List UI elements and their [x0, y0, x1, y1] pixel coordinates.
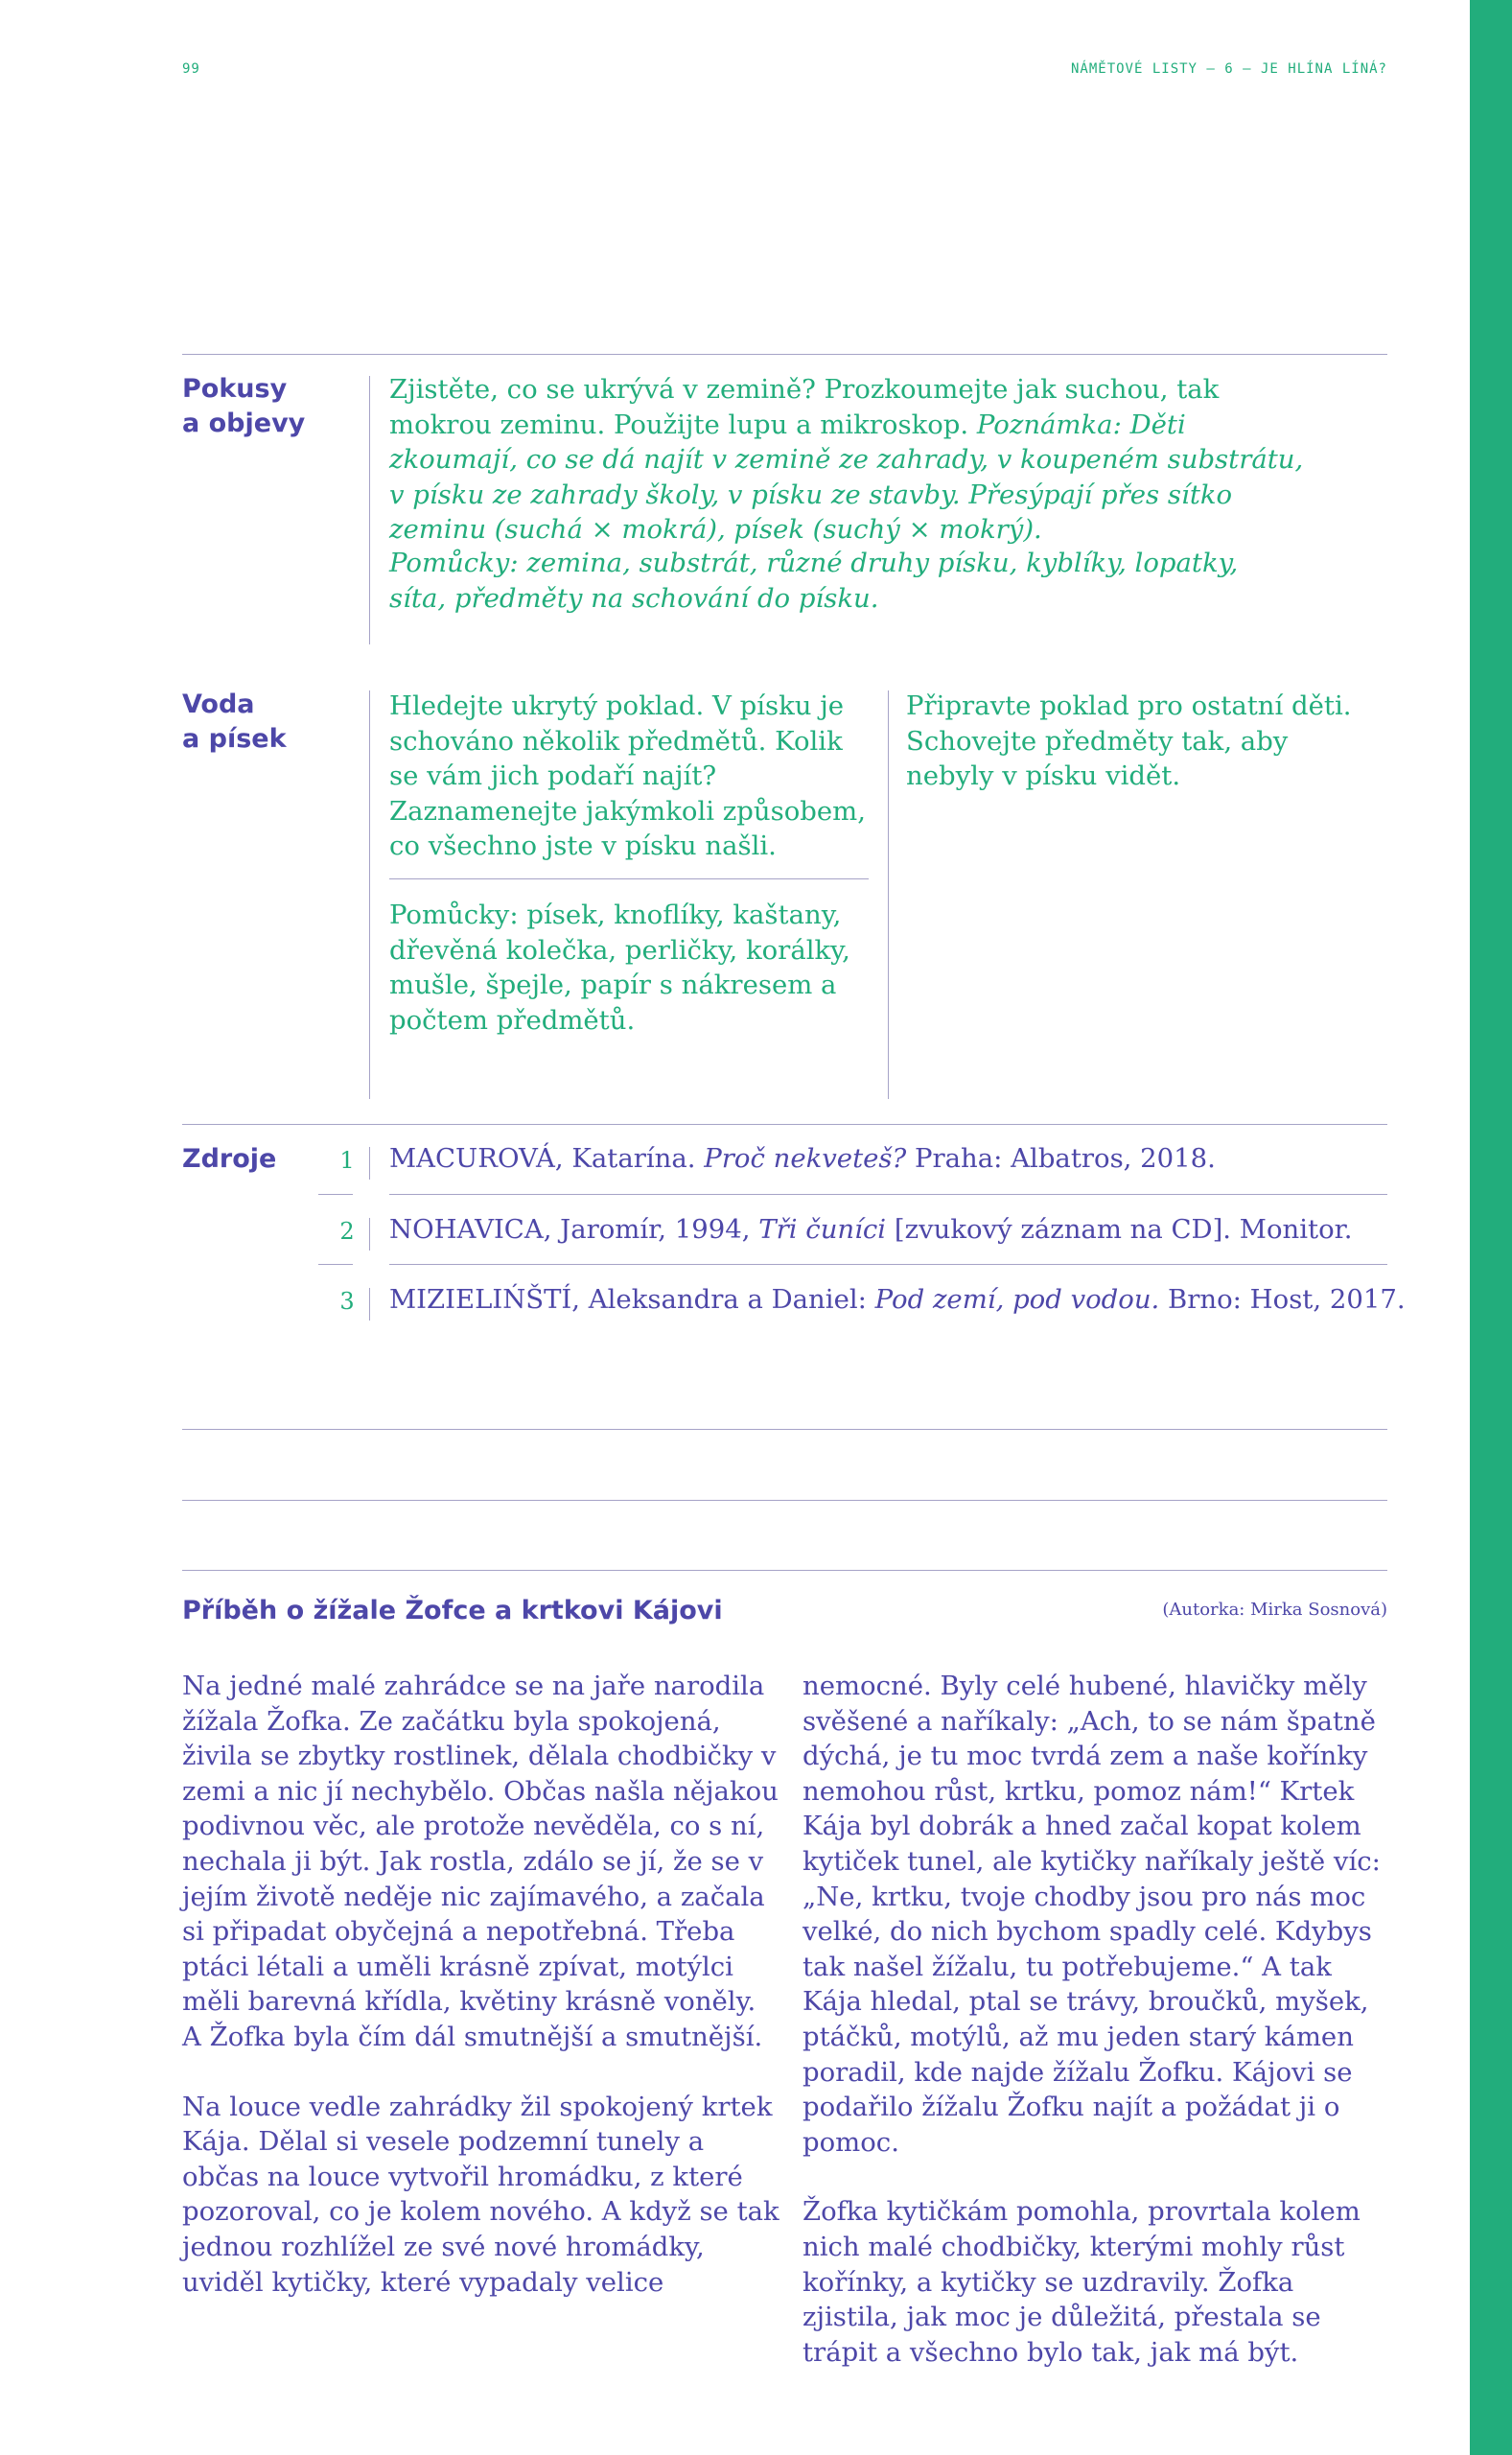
- column-rule: [369, 1218, 370, 1251]
- story-paragraph: Žofka kytičkám pomohla, provrtala kolem nich malé chodbičky, kterými mohly růst kořínky, a kytičky se uzdravily. Žofka zjistila, jak moc je důležitá, přestala se trápit a všechno bylo tak, jak má být.: [803, 2196, 1361, 2368]
- blank-note-line: [182, 1570, 1387, 1571]
- section-label-zdroje: Zdroje: [182, 1144, 277, 1174]
- page-number: 99: [182, 61, 200, 77]
- column-rule: [369, 1288, 370, 1321]
- source-publisher: Praha: Albatros, 2018.: [906, 1143, 1216, 1174]
- story-column-left: [182, 1669, 781, 2334]
- section-divider: [182, 354, 1387, 355]
- section-label-line: a písek: [182, 724, 287, 754]
- voda-col1-text: Hledejte ukrytý poklad. V písku je schováno několik předmětů. Kolik se vám jich podaří najít? Zaznamenejte jakýmkoli způsobem, co všechno jste v písku našli.: [389, 690, 866, 861]
- pokusy-text: Zjistěte, co se ukrývá v zemině? Prozkoumejte jak suchou, tak mokrou zeminu. Použijte lupu a mikroskop.: [389, 374, 1220, 440]
- source-title: Pod zemí, pod vodou.: [874, 1284, 1160, 1315]
- column-rule: [369, 1147, 370, 1180]
- section-label-voda: [182, 688, 287, 757]
- source-publisher: [zvukový záznam na CD]. Monitor.: [886, 1214, 1353, 1245]
- pokusy-tools: Pomůcky: zemina, substrát, různé druhy písku, kyblíky, lopatky, síta, předměty na schování do písku.: [389, 548, 1239, 614]
- voda-col2-text: Připravte poklad pro ostatní děti. Schovejte předměty tak, aby nebyly v písku vidět.: [906, 690, 1352, 791]
- story-author: (Autorka: Mirka Sosnová): [1162, 1600, 1387, 1620]
- source-number: 1: [339, 1147, 355, 1174]
- number-divider: [318, 1264, 353, 1265]
- story-title: Příběh o žížale Žofce a krtkovi Kájovi: [182, 1596, 723, 1625]
- source-author: NOHAVICA, Jaromír, 1994,: [389, 1214, 759, 1245]
- source-entry: [389, 1284, 1406, 1315]
- column-rule: [888, 690, 889, 1099]
- voda-col1-tools: Pomůcky: písek, knoflíky, kaštany, dřevěná kolečka, perličky, korálky, mušle, špejle, papír s nákresem a počtem předmětů.: [389, 900, 850, 1036]
- source-author: MIZIELIŃŠTÍ, Aleksandra a Daniel:: [389, 1284, 875, 1315]
- blank-note-line: [182, 1429, 1387, 1430]
- story-paragraph: Na jedné malé zahrádce se na jaře narodila žížala Žofka. Ze začátku byla spokojená, živila se zbytky rostlinek, dělala chodbičky v zemi a nic jí nechybělo. Občas našla nějakou podivnou věc, ale protože nevěděla, co s ní, nechala ji být. Jak rostla, zdálo se jí, že se v jejím životě neděje nic zajímavého, a začala si připadat obyčejná a nepotřebná. Třeba ptáci létali a uměli krásně zpívat, motýlci měli barevná křídla, květiny krásně voněly. A Žofka byla čím dál smutnější a smutnější.: [182, 1671, 779, 2052]
- story-paragraph: nemocné. Byly celé hubené, hlavičky měly svěšené a naříkaly: „Ach, to se nám špatně dýchá, je tu moc tvrdá zem a naše kořínky nemohou růst, krtku, pomoz nám!“ Krtek Kája byl dobrák a hned začal kopat kolem kytiček tunel, ale kytičky naříkaly ještě víc: „Ne, krtku, tvoje chodby jsou pro nás moc velké, do nich bychom spadly celé. Kdybys tak našel žížalu, tu potřebujeme.“ A tak Kája hledal, ptal se trávy, broučků, myšek, ptáčků, motýlů, až mu jeden starý kámen poradil, kde najde žížalu Žofku. Kájovi se podařilo žížalu Žofku najít a požádat ji o pomoc.: [803, 1671, 1381, 2158]
- section-label-line: Pokusy: [182, 374, 288, 404]
- section-divider: [182, 1124, 1387, 1125]
- story-paragraph: Na louce vedle zahrádky žil spokojený krtek Kája. Dělal si vesele podzemní tunely a občas na louce vytvořil hromádku, z které pozoroval, co je kolem nového. A když se tak jednou rozhlížel ze své nové hromádky, uviděl kytičky, které vypadaly velice: [182, 2091, 779, 2298]
- source-entry: [389, 1143, 1216, 1174]
- source-number: 2: [339, 1218, 355, 1245]
- source-title: Proč nekveteš?: [704, 1143, 907, 1174]
- column-rule: [369, 690, 370, 1099]
- section-label-line: a objevy: [182, 409, 306, 438]
- section-label-pokusy: [182, 372, 305, 441]
- source-entry: [389, 1214, 1353, 1245]
- story-column-right: [803, 1669, 1389, 2404]
- source-title: Tři čuníci: [758, 1214, 887, 1245]
- pokusy-instructions: [389, 372, 1310, 548]
- number-divider: [318, 1194, 353, 1195]
- page-edge-accent-bar: [1470, 0, 1512, 2455]
- pokusy-note: Poznámka: Děti zkoumají, co se dá najít v zemině ze zahrady, v koupeném substrátu, v písku ze zahrady školy, v písku ze stavby. Přesýpají přes sítko zeminu (suchá × mokrá), písek (suchý × mokrý).: [389, 409, 1304, 545]
- section-label-line: Voda: [182, 690, 255, 719]
- inner-divider: [389, 878, 869, 879]
- running-header-title: NÁMĚTOVÉ LISTY – 6 – JE HLÍNA LÍNÁ?: [1070, 61, 1387, 77]
- source-author: MACUROVÁ, Katarína.: [389, 1143, 705, 1174]
- column-rule: [369, 376, 370, 644]
- source-number: 3: [339, 1288, 355, 1315]
- blank-note-line: [182, 1500, 1387, 1501]
- source-publisher: Brno: Host, 2017.: [1159, 1284, 1406, 1315]
- source-divider: [389, 1194, 1387, 1195]
- source-divider: [389, 1264, 1387, 1265]
